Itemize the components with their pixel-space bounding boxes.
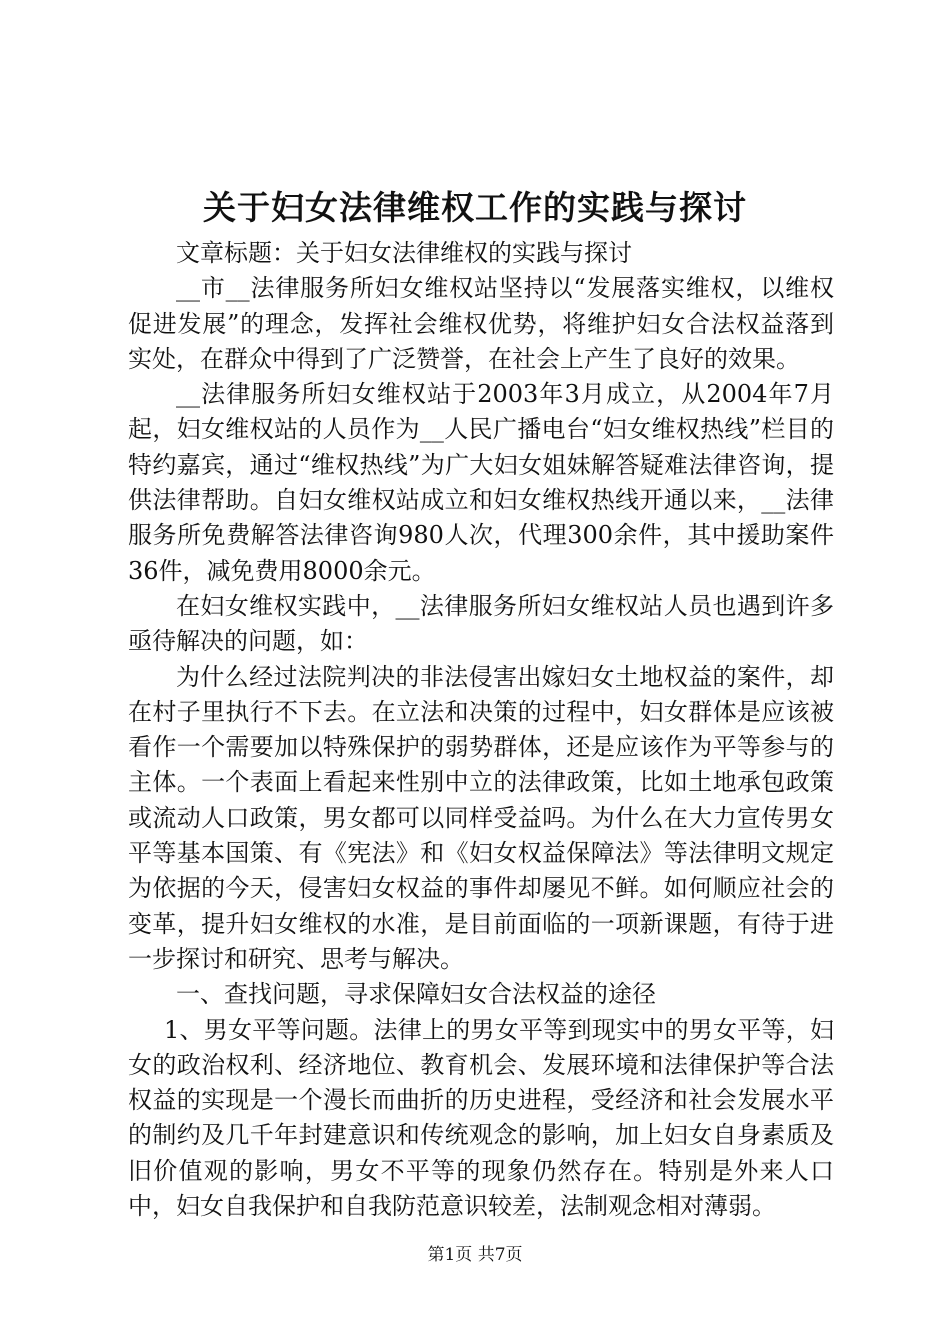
paragraph-problems-intro: 在妇女维权实践中，__法律服务所妇女维权站人员也遇到许多亟待解决的问题，如： — [128, 591, 834, 656]
paragraph-founding: __法律服务所妇女维权站于2003年3月成立，从2004年7月起，妇女维权站的人员作为__人民广播电台“妇女维权热线”栏目的特约嘉宾，通过“维权热线”为广大妇女姐妹解答疑难法律咨询，提供法律帮助。自妇女维权站成立和妇女维权热线开通以来，__法律服务所免费解答法律咨询980人次，代理300余件，其中援助案件36件，减免费用8000余元。 — [128, 380, 834, 585]
paragraph-intro: __市__法律服务所妇女维权站坚持以“发展落实维权，以维权促进发展”的理念，发挥社会维权优势，将维护妇女合法权益落到实处，在群众中得到了广泛赞誉，在社会上产生了良好的效果。 — [128, 274, 834, 373]
page-number-footer: 第1页 共7页 — [427, 1245, 523, 1265]
paragraph-equality: 1、男女平等问题。法律上的男女平等到现实中的男女平等，妇女的政治权利、经济地位、教育机会、发展环境和法律保护等合法权益的实现是一个漫长而曲折的历史进程，受经济和社会发展水平的制约及几千年封建意识和传统观念的影响，加上妇女自身素质及旧价值观的影响，男女不平等的现象仍然存在。特别是外来人口中，妇女自我保护和自我防范意识较差，法制观念相对薄弱。 — [128, 1015, 834, 1221]
document-body — [128, 236, 834, 1224]
section-heading-1: 一、查找问题，寻求保障妇女合法权益的途径 — [176, 980, 656, 1009]
paragraph-article-title: 文章标题：关于妇女法律维权的实践与探讨 — [176, 239, 632, 267]
document-title: 关于妇女法律维权工作的实践与探讨 — [203, 188, 747, 227]
paragraph-questions: 为什么经过法院判决的非法侵害出嫁妇女土地权益的案件，却在村子里执行不下去。在立法和决策的过程中，妇女群体是应该被看作一个需要加以特殊保护的弱势群体，还是应该作为平等参与的主体。一个表面上看起来性别中立的法律政策，比如土地承包政策或流动人口政策，男女都可以同样受益吗。为什么在大力宣传男女平等基本国策、有《宪法》和《妇女权益保障法》等法律明文规定为依据的今天，侵害妇女权益的事件却屡见不鲜。如何顺应社会的变革，提升妇女维权的水准，是目前面临的一项新课题，有待于进一步探讨和研究、思考与解决。 — [128, 662, 834, 973]
